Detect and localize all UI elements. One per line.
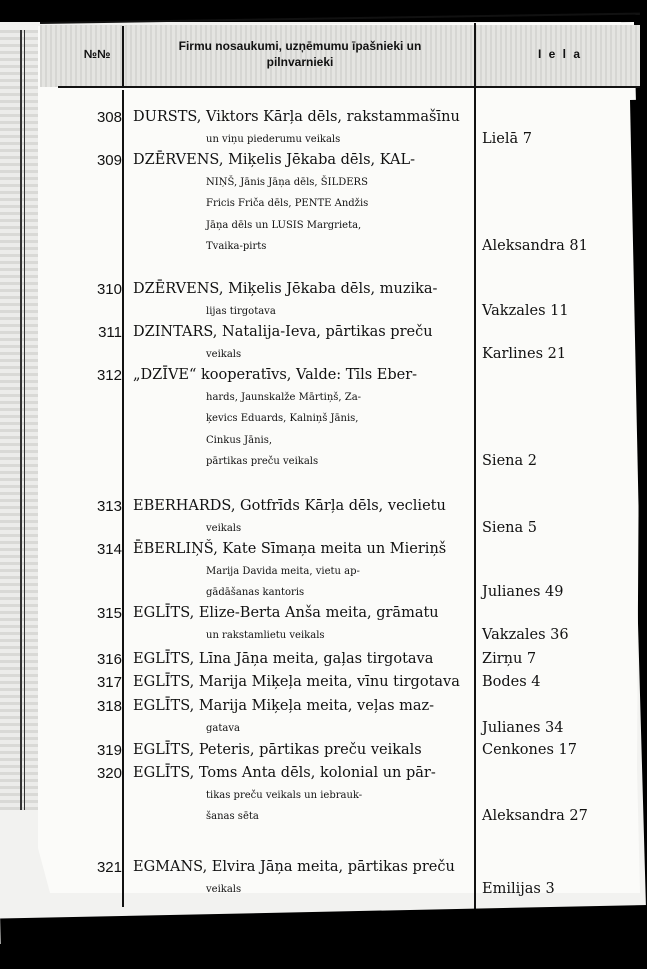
entry-line: ĒBERLIŅŠ, Kate Sīmaņa meita un Mieriņš [133,541,447,557]
row-number: 319 [96,742,122,759]
entry-line: EGLĪTS, Marija Miķeļa meita, vīnu tirgotava [133,674,460,690]
column-divider-number-body [122,90,124,907]
column-divider-street [474,23,476,913]
row-number: 314 [96,541,122,558]
entry-line: EGLĪTS, Toms Anta dēls, kolonial un pār- [133,765,436,781]
entry-line: EGLĪTS, Peteris, pārtikas preču veikals [133,742,422,758]
entry-line: DZĒRVENS, Miķelis Jēkaba dēls, muzika- [133,281,438,297]
row-street: Aleksandra 27 [482,808,588,824]
row-number: 308 [96,109,122,126]
header-street: I e l a [537,47,583,61]
entry-line: DURSTS, Viktors Kārļa dēls, rakstammašīnu [133,109,460,125]
row-entry [133,539,469,604]
row-number: 309 [96,152,122,169]
row-number: 318 [96,698,122,715]
row-street: Lielā 7 [482,130,532,147]
row-entry [133,365,469,473]
entry-line: gādāšanas kantoris [206,587,305,598]
row-street: Bodes 4 [482,674,541,690]
entry-line: Marija Davida meita, vietu ap- [206,565,360,577]
entry-line: DZINTARS, Natalija-Ieva, pārtikas preču [133,324,433,340]
row-number: 311 [98,324,122,341]
row-number: 316 [96,651,122,668]
entry-line: Tvaika-pirts [206,241,267,252]
header-firm-line1: Firmu nosaukumi, uzņēmumu īpašnieki un [178,39,422,53]
row-number: 313 [96,498,122,515]
entry-line: Cinkus Jānis, [206,434,273,446]
row-street: Julianes 49 [482,584,564,600]
column-divider-number [122,26,124,86]
row-street: Vakzales 36 [482,626,569,643]
header-bottom-rule [58,86,640,88]
entry-line: NIŅŠ, Jānis Jāņa dēls, ŠILDERS [206,176,368,188]
entry-line: EGLĪTS, Marija Miķeļa meita, veļas maz- [133,698,435,714]
entry-line: DZĒRVENS, Miķelis Jēkaba dēls, KAL- [133,152,416,168]
entry-line: šanas sēta [206,811,259,822]
row-entry [133,107,469,150]
row-entry [133,740,469,762]
entry-line: EBERHARDS, Gotfrīds Kārļa dēls, veclietu [133,498,446,514]
entry-line: Jāņa dēls un LUSIS Margrieta, [206,219,362,231]
entry-line: EGLĪTS, Līna Jāņa meita, gaļas tirgotava [133,651,434,667]
left-page-edge [0,30,38,810]
row-number: 310 [96,281,122,298]
row-entry [133,649,469,671]
entry-line: „DZĪVE“ kooperatīvs, Valde: Tīls Eber- [133,367,418,383]
entry-line: hards, Jaunskalže Mārtiņš, Za- [206,391,362,403]
header-firm-line2: pilnvarnieki [266,55,334,69]
entry-line: ķevics Eduards, Kalniņš Jānis, [206,413,359,424]
entry-line: Fricis Friča dēls, PENTE Andžis [206,198,369,209]
row-number: 321 [96,859,122,876]
entry-line: veikals [206,522,242,534]
entry-line: EGMANS, Elvira Jāņa meita, pārtikas preču [133,859,455,875]
row-entry [133,763,469,828]
row-entry [133,672,469,694]
entry-line: tikas preču veikals un iebrauk- [206,789,363,801]
row-street: Zirņu 7 [482,651,537,667]
row-street: Julianes 34 [482,719,564,736]
row-entry [133,857,469,900]
row-street: Karlines 21 [482,345,567,362]
left-double-rule-a [20,30,22,810]
entry-line: lijas tirgotava [206,305,276,317]
row-street: Emilijas 3 [482,880,555,897]
row-entry [133,496,469,539]
entry-line: pārtikas preču veikals [206,456,319,467]
entry-line: un rakstamlietu veikals [206,629,325,641]
entry-line: veikals [206,348,242,360]
row-number: 312 [96,367,122,384]
row-street: Cenkones 17 [482,742,577,758]
entry-line: veikals [206,883,242,895]
row-street: Vakzales 11 [482,302,569,319]
entry-line: un viņu piederumu veikals [206,133,341,145]
row-number: 317 [96,674,122,691]
row-street: Siena 2 [482,453,537,469]
row-street: Siena 5 [482,519,537,536]
row-street: Aleksandra 81 [482,238,588,254]
row-number: 320 [96,765,122,782]
entry-line: gatava [206,722,240,734]
row-entry [133,150,469,258]
row-entry [133,603,469,646]
row-number: 315 [96,605,122,622]
row-entry [133,279,469,322]
left-double-rule-b [24,30,25,810]
row-entry [133,322,469,365]
row-entry [133,696,469,739]
header-number: №№ [83,47,111,61]
entry-line: EGLĪTS, Elize-Berta Anša meita, grāmatu [133,605,439,621]
